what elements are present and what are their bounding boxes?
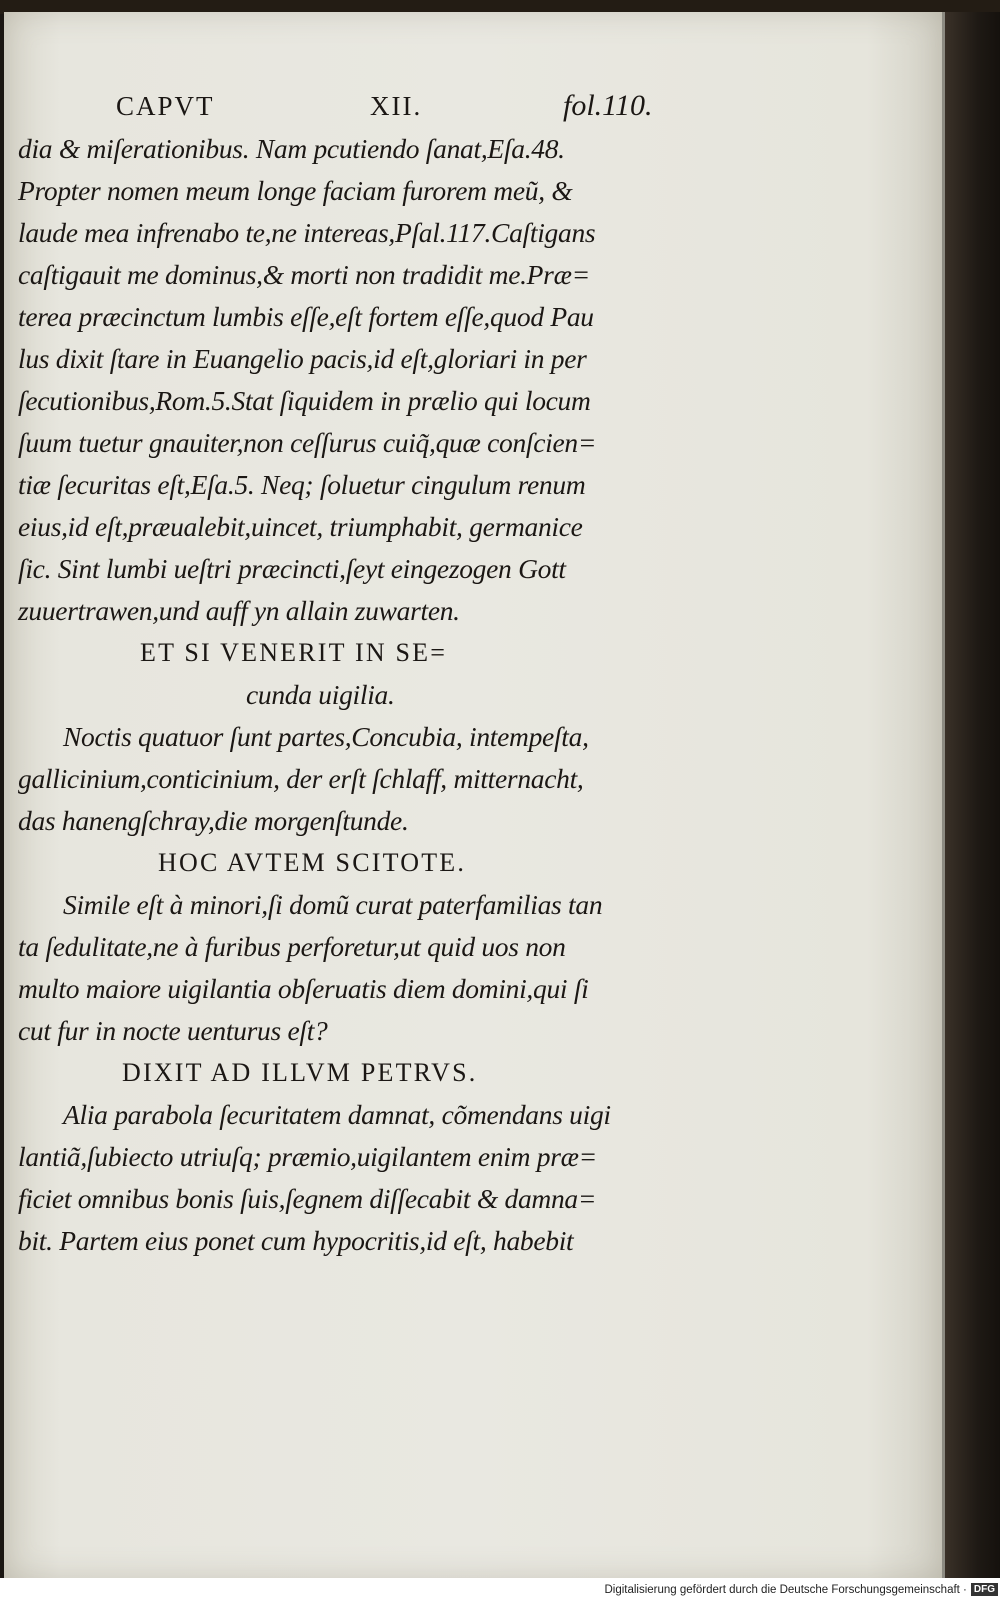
page-text — [18, 84, 690, 1262]
section-heading-continuation: cunda uigilia. — [246, 679, 395, 710]
text-line: terea præcinctum lumbis eſſe,eſt fortem eſſe,quod Pau — [18, 301, 594, 332]
text-line: ſecutionibus,Rom.5.Stat ſiquidem in prælio qui locum — [18, 385, 591, 416]
text-line: bit. Partem eius ponet cum hypocritis,id eſt, habebit — [18, 1225, 574, 1256]
dfg-logo: DFG — [971, 1583, 998, 1596]
text-line: ta ſedulitate,ne à furibus perforetur,ut quid uos non — [18, 931, 566, 962]
text-line: cut fur in nocte uenturus eſt? — [18, 1015, 328, 1046]
text-line: lantiã,ſubiecto utriuſq; præmio,uigilantem enim præ= — [18, 1141, 597, 1172]
text-line: Noctis quatuor ſunt partes,Concubia, intempeſta, — [63, 721, 589, 752]
text-line: Propter nomen meum longe faciam furorem meũ, & — [18, 175, 573, 206]
text-line: lus dixit ſtare in Euangelio pacis,id eſt,gloriari in per — [18, 343, 587, 374]
text-line: ſuum tuetur gnauiter,non ceſſurus cuiq̃,quæ conſcien= — [18, 427, 597, 458]
text-line: gallicinium,conticinium, der erſt ſchlaff, mitternacht, — [18, 763, 584, 794]
text-line: tiæ ſecuritas eſt,Eſa.5. Neq; ſoluetur cingulum renum — [18, 469, 586, 500]
text-line: Alia parabola ſecuritatem damnat, cõmendans uigi — [63, 1099, 611, 1130]
digitization-credit — [560, 1580, 998, 1600]
section-heading: ET SI VENERIT IN SE= — [140, 638, 448, 667]
header-chapter-number: XII. — [370, 91, 423, 121]
text-line: Simile eſt à minori,ſi domũ curat paterfamilias tan — [63, 889, 603, 920]
section-heading: HOC AVTEM SCITOTE. — [158, 848, 467, 877]
scan-right-edge — [945, 12, 1000, 1578]
text-line: dia & miſerationibus. Nam pcutiendo ſanat,Eſa.48. — [18, 133, 565, 164]
text-line: ſic. Sint lumbi ueſtri præcincti,ſeyt eingezogen Gott — [18, 553, 566, 584]
running-header — [18, 84, 690, 128]
text-line: eius,id eſt,præualebit,uincet, triumphabit, germanice — [18, 511, 583, 542]
text-line: ficiet omnibus bonis ſuis,ſegnem diſſecabit & damna= — [18, 1183, 597, 1214]
text-line: das hanengſchray,die morgenſtunde. — [18, 805, 409, 836]
header-chapter: CAPVT — [116, 91, 215, 121]
text-line: laude mea infrenabo te,ne intereas,Pſal.117.Caſtigans — [18, 217, 596, 248]
folio-number: fol.110. — [563, 89, 653, 122]
section-heading: DIXIT AD ILLVM PETRVS. — [122, 1058, 478, 1087]
text-line: multo maiore uigilantia obſeruatis diem domini,qui ſi — [18, 973, 589, 1004]
text-line: caſtigauit me dominus,& morti non tradidit me.Præ= — [18, 259, 590, 290]
text-line: zuuertrawen,und auff yn allain zuwarten. — [18, 595, 460, 626]
credit-text: Digitalisierung gefördert durch die Deutsche Forschungsgemeinschaft · — [604, 1584, 967, 1596]
